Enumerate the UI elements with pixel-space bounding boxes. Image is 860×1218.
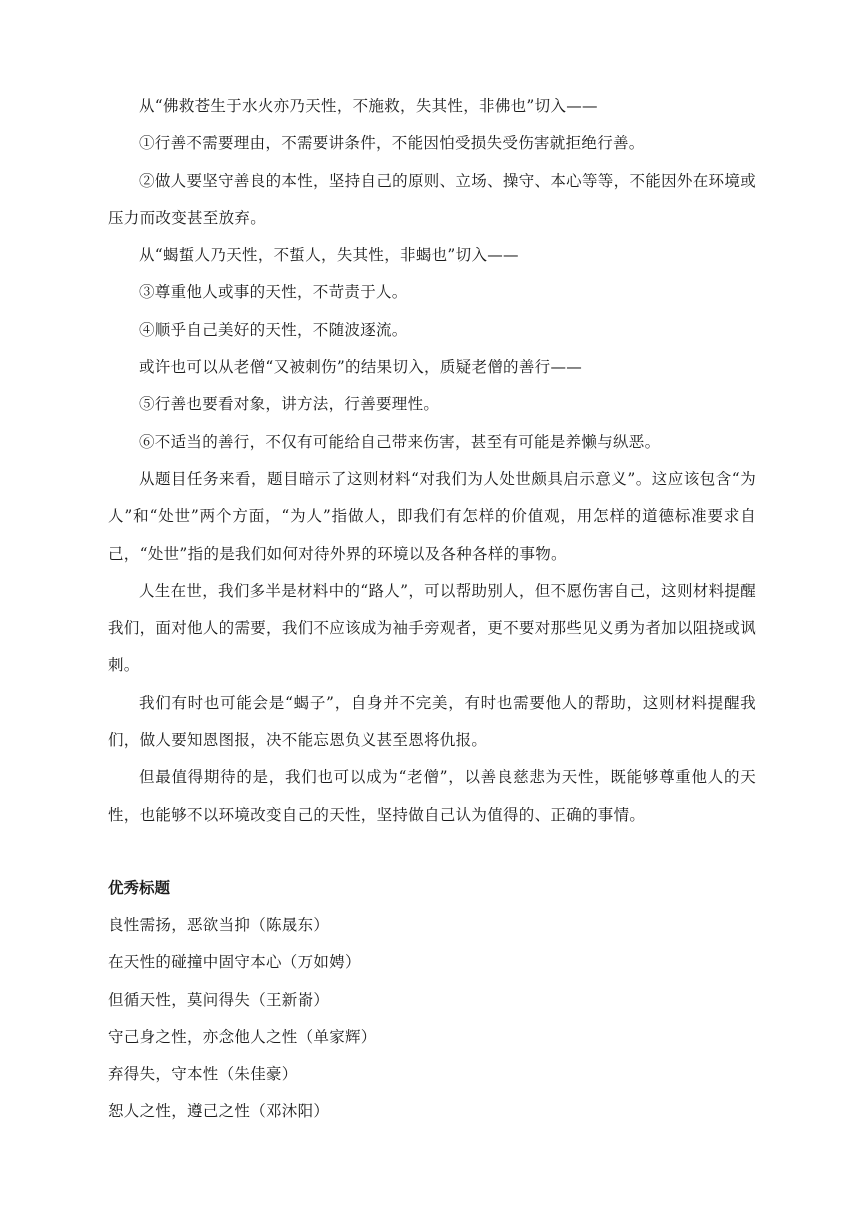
paragraph: ④顺乎自己美好的天性，不随波逐流。 [139,320,408,339]
paragraph: 从“蝎蜇人乃天性，不蜇人，失其性，非蝎也”切入—— [139,246,519,265]
paragraph: ①行善不需要理由，不需要讲条件，不能因怕受损失受伤害就拒绝行善。 [139,134,645,153]
paragraph: 但最值得期待的是，我们也可以成为“老僧”，以善良慈悲为天性，既能够尊重他人的天性，也能够不以环境改变自己的天性，坚持做自己认为值得的、正确的事情。 [108,768,756,824]
list-item: 弃得失，守本性（朱佳豪） [108,1065,298,1084]
list-item: 恕人之性，遵己之性（邓沐阳） [108,1102,330,1121]
list-item: 守己身之性，亦念他人之性（单家辉） [108,1027,377,1046]
paragraph: ③尊重他人或事的天性，不苛责于人。 [139,283,408,302]
title-list [108,907,756,1131]
section-heading: 优秀标题 [108,878,171,897]
paragraph: ②做人要坚守善良的本性，坚持自己的原则、立场、操守、本心等等，不能因外在环境或压力而改变甚至放弃。 [108,171,756,227]
paragraph: 从题目任务来看，题目暗示了这则材料“对我们为人处世颇具启示意义”。这应该包含“为人”和“处世”两个方面，“为人”指做人，即我们有怎样的价值观，用怎样的道德标准要求自己，“处世”指的是我们如何对待外界的环境以及各种各样的事物。 [108,469,756,563]
paragraph: 从“佛救苍生于水火亦乃天性，不施救，失其性，非佛也”切入—— [139,97,598,115]
paragraph: 我们有时也可能会是“蝎子”，自身并不完美，有时也需要他人的帮助，这则材料提醒我们，做人要知恩图报，决不能忘恩负义甚至恩将仇报。 [108,693,756,750]
list-item: 在天性的碰撞中固守本心（万如娉） [108,953,361,972]
paragraph: 人生在世，我们多半是材料中的“路人”，可以帮助别人，但不愿伤害自己，这则材料提醒我们，面对他人的需要，我们不应该成为袖手旁观者，更不要对那些见义勇为者加以阻挠或讽刺。 [108,581,756,675]
paragraph: 或许也可以从老僧“又被刺伤”的结果切入，质疑老僧的善行—— [139,358,583,377]
list-item: 良性需扬，恶欲当抑（陈晟东） [108,915,330,934]
document-page [108,88,756,1131]
list-item: 但循天性，莫问得失（王新嵛） [108,990,330,1009]
paragraph: ⑤行善也要看对象，讲方法，行善要理性。 [139,395,440,414]
paragraph: ⑥不适当的善行，不仅有可能给自己带来伤害，甚至有可能是养懒与纵恶。 [139,432,661,451]
